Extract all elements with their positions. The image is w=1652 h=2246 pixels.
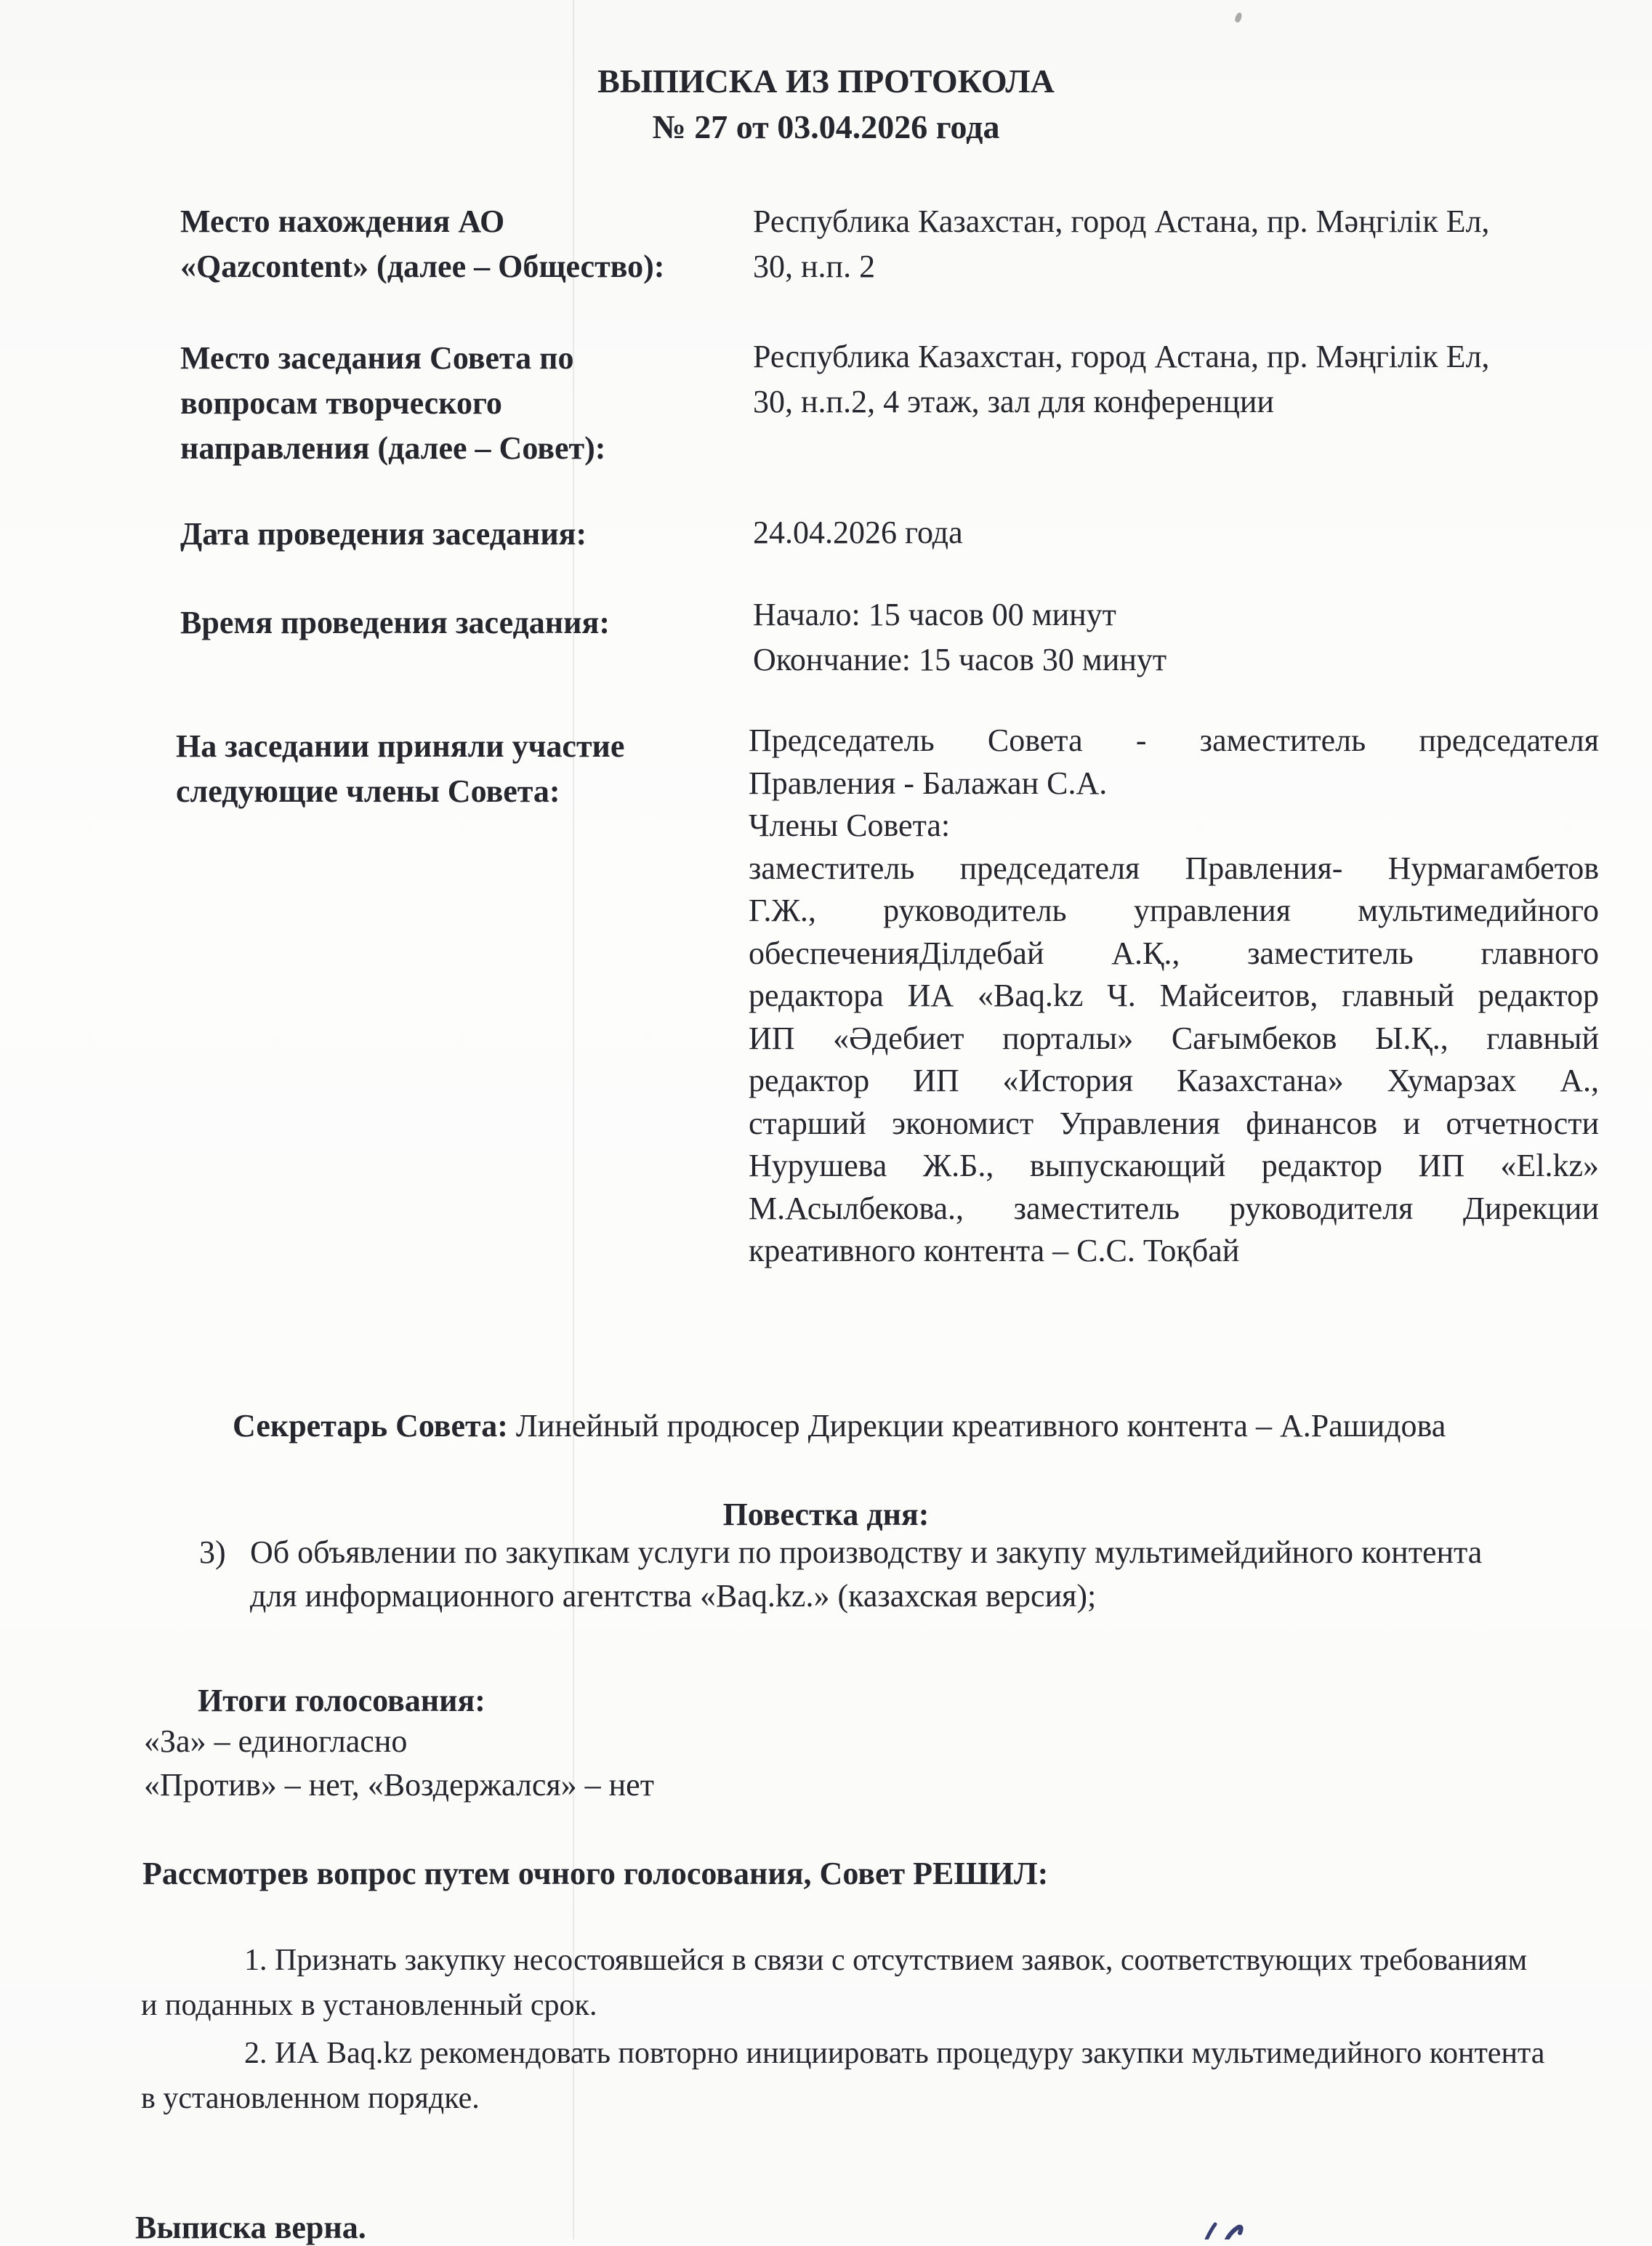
label-line: «Qazcontent» (далее – Общество): bbox=[180, 249, 665, 284]
decision-title: Рассмотрев вопрос путем очного голосования, Совет РЕШИЛ: bbox=[142, 1856, 1049, 1891]
label-line: Место нахождения АО bbox=[180, 204, 505, 239]
voting-result-for: «За» – единогласно bbox=[144, 1723, 408, 1759]
field-value-location bbox=[753, 199, 1603, 289]
decision-item-rest: и поданных в установленный срок. bbox=[141, 1989, 597, 2022]
document-subtitle: № 27 от 03.04.2026 года bbox=[652, 108, 1000, 145]
label-line: следующие члены Совета: bbox=[176, 773, 560, 809]
decision-item-first-line: 1. Признать закупку несостоявшейся в связи с отсутствием заявок, соответствующих требованиям bbox=[244, 1944, 1528, 1977]
field-label-location bbox=[180, 199, 747, 289]
field-value-date bbox=[753, 510, 1603, 555]
signature-mark bbox=[1192, 2217, 1279, 2239]
label-line: вопросам творческого bbox=[180, 385, 502, 421]
paper-speck bbox=[1234, 12, 1243, 23]
secretary-line bbox=[233, 1404, 1446, 1448]
secretary-text: Линейный продюсер Дирекции креативного контента – А.Рашидова bbox=[507, 1408, 1446, 1444]
label-line: направления (далее – Совет): bbox=[180, 430, 606, 466]
field-label-participants bbox=[176, 724, 699, 814]
participant-line: Г.Ж., руководитель управления мультимедийного bbox=[749, 893, 1599, 928]
signature-stroke bbox=[1227, 2227, 1241, 2239]
field-value-participants bbox=[749, 720, 1599, 1273]
extract-certification: Выписка верна. bbox=[135, 2210, 366, 2245]
participant-line: Председатель Совета - заместитель председателя bbox=[749, 722, 1599, 758]
document-title: ВЫПИСКА ИЗ ПРОТОКОЛА bbox=[597, 63, 1055, 100]
field-label-date bbox=[180, 512, 747, 557]
secretary-label: Секретарь Совета: bbox=[233, 1408, 508, 1444]
participant-line: заместитель председателя Правления- Нурмагамбетов bbox=[749, 850, 1599, 886]
decision-item-first-line: 2. ИА Baq.kz рекомендовать повторно инициировать процедуру закупки мультимедийного контента bbox=[244, 2037, 1545, 2070]
label-line: Время проведения заседания: bbox=[180, 605, 610, 640]
agenda-title: Повестка дня: bbox=[722, 1497, 930, 1532]
voting-title: Итоги голосования: bbox=[198, 1683, 485, 1718]
participant-line: М.Асылбекова., заместитель руководителя Дирекции bbox=[749, 1190, 1599, 1226]
value-line: 30, н.п.2, 4 этаж, зал для конференции bbox=[753, 384, 1274, 419]
participant-line: ИП «Әдебиет порталы» Сағымбеков Ы.Қ., главный bbox=[749, 1020, 1599, 1056]
field-label-time bbox=[180, 600, 747, 645]
participant-line: креативного контента – С.С. Тоқбай bbox=[749, 1233, 1240, 1268]
value-line: Республика Казахстан, город Астана, пр. Мәңгілік Ел, bbox=[753, 339, 1490, 374]
voting-result-against: «Против» – нет, «Воздержался» – нет bbox=[144, 1767, 654, 1803]
field-label-meeting-place bbox=[180, 336, 747, 471]
decision-item bbox=[141, 2031, 1609, 2121]
participant-line: редактора ИА «Baq.kz Ч. Майсеитов, главный редактор bbox=[749, 978, 1599, 1013]
field-value-time bbox=[753, 592, 1603, 683]
agenda-line: Об объявлении по закупкам услуги по производству и закупу мультимейдийного контента bbox=[250, 1534, 1483, 1570]
participant-line: Нурушева Ж.Б., выпускающий редактор ИП «El.kz» bbox=[749, 1148, 1599, 1183]
value-line: 24.04.2026 года bbox=[753, 515, 963, 550]
agenda-line: для информационного агентства «Baq.kz.» (казахская версия); bbox=[250, 1578, 1097, 1614]
agenda-item-text bbox=[250, 1531, 1616, 1618]
label-line: Место заседания Совета по bbox=[180, 340, 574, 376]
signature-stroke bbox=[1206, 2224, 1215, 2239]
participant-line: Правления - Балажан С.А. bbox=[749, 765, 1108, 801]
participant-line: старший экономист Управления финансов и отчетности bbox=[749, 1105, 1599, 1141]
decision-item bbox=[141, 1938, 1609, 2028]
participant-line: Члены Совета: bbox=[749, 808, 951, 843]
label-line: На заседании приняли участие bbox=[176, 728, 625, 764]
value-line: Республика Казахстан, город Астана, пр. Мәңгілік Ел, bbox=[753, 204, 1490, 239]
value-line: Окончание: 15 часов 30 минут bbox=[753, 642, 1167, 677]
participant-line: редактор ИП «История Казахстана» Хумарзах А., bbox=[749, 1063, 1599, 1098]
value-line: Начало: 15 часов 00 минут bbox=[753, 597, 1116, 632]
field-value-meeting-place bbox=[753, 334, 1603, 424]
participant-line: обеспеченияДілдебай А.Қ., заместитель главного bbox=[749, 935, 1599, 971]
agenda-item-number: 3) bbox=[199, 1534, 226, 1570]
label-line: Дата проведения заседания: bbox=[180, 516, 587, 552]
decision-item-rest: в установленном порядке. bbox=[141, 2082, 480, 2115]
value-line: 30, н.п. 2 bbox=[753, 249, 876, 284]
